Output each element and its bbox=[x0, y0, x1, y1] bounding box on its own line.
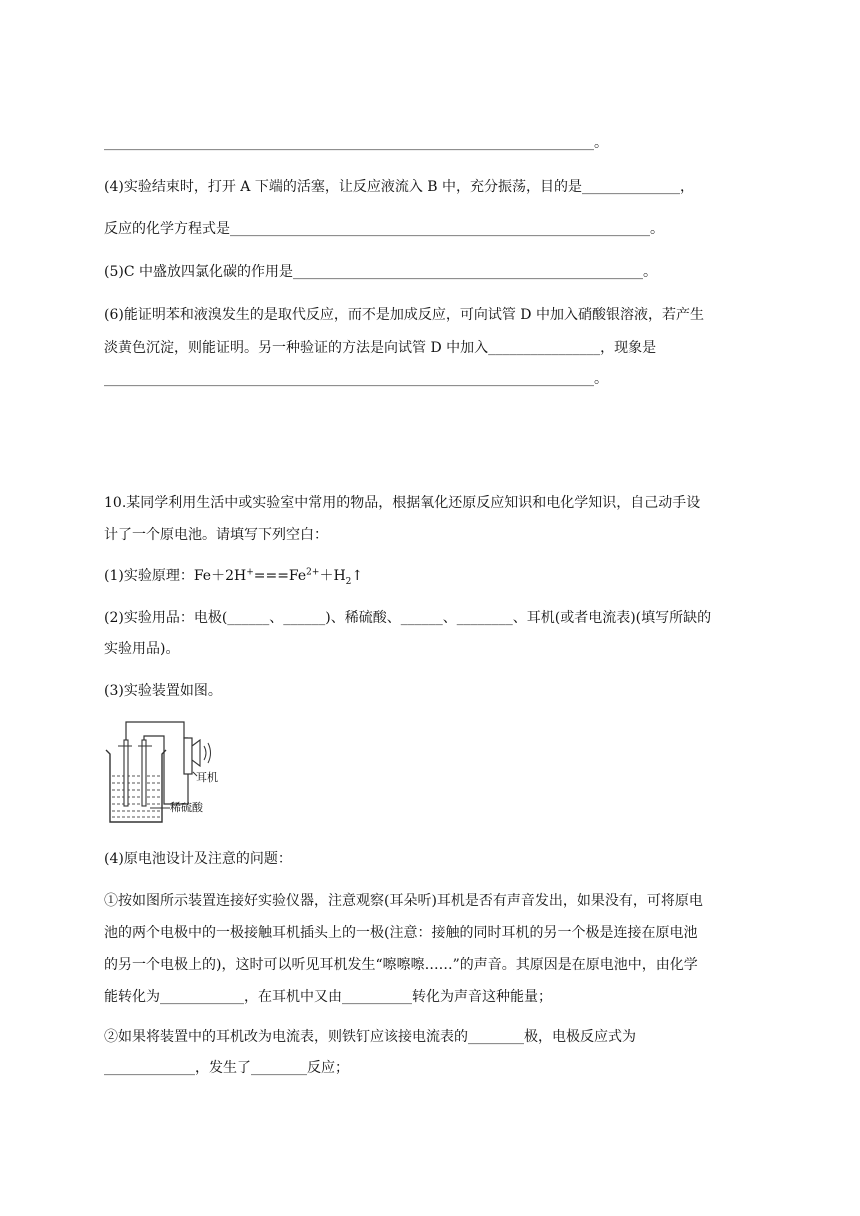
question-10-part-4-item-1-line-4: 能转化为____________，在耳机中又由__________转化为声音这种能量； bbox=[104, 989, 552, 1005]
h-ion-charge: + bbox=[246, 567, 254, 578]
question-10-part-4: (4)原电池设计及注意的问题： bbox=[104, 851, 292, 867]
question-10-part-1-principle bbox=[104, 567, 363, 585]
question-10-part-3: (3)实验装置如图。 bbox=[104, 683, 222, 699]
question-10-part-4-item-2-line-1: ②如果将装置中的耳机改为电流表，则铁钉应该接电流表的________极，电极反应式为 bbox=[104, 1029, 636, 1045]
question-10-part-4-item-2-line-2: _____________，发生了________反应； bbox=[104, 1060, 349, 1076]
question-6-line-3: ______________________________________________________________________。 bbox=[104, 371, 608, 387]
question-6-line-1: (6)能证明苯和液溴发生的是取代反应，而不是加成反应，可向试管 D 中加入硝酸银溶液，若产生 bbox=[104, 307, 704, 323]
question-10-part-4-item-1-line-3: 的另一个电极上的)，这时可以听见耳机发生“嚓嚓嚓……”的声音。其原因是在原电池中，由化学 bbox=[104, 957, 698, 973]
part3-answer-line: ______________________________________________________________________。 bbox=[104, 135, 608, 151]
principle-prefix: (1)实验原理：Fe＋2H bbox=[104, 568, 247, 584]
question-6-line-2: 淡黄色沉淀，则能证明。另一种验证的方法是向试管 D 中加入________________，现象是 bbox=[104, 340, 657, 356]
question-4-line-1: (4)实验结束时，打开 A 下端的活塞，让反应液流入 B 中，充分振荡，目的是______________， bbox=[104, 179, 695, 195]
question-10-stem-line-1: 10.某同学利用生活中或实验室中常用的物品，根据氧化还原反应知识和电化学知识，自己动手设 bbox=[104, 495, 701, 511]
galvanic-cell-figure bbox=[104, 716, 234, 826]
question-5-line: (5)C 中盛放四氯化碳的作用是__________________________________________________。 bbox=[104, 264, 657, 280]
principle-mid: ===Fe bbox=[253, 568, 307, 584]
earphone-label: 耳机 bbox=[196, 771, 218, 784]
h2-subscript: 2 bbox=[345, 576, 352, 587]
question-10-stem-line-2: 计了一个原电池。请填写下列空白： bbox=[104, 527, 328, 543]
question-10-part-2-line-1: (2)实验用品：电极(______、______)、稀硫酸、______、________、耳机(或者电流表)(填写所缺的 bbox=[104, 610, 712, 626]
fe-ion-charge: 2+ bbox=[306, 567, 320, 578]
question-10-part-2-line-2: 实验用品)。 bbox=[104, 641, 180, 657]
question-10-part-4-item-1-line-1: ①按如图所示装置连接好实验仪器，注意观察(耳朵听)耳机是否有声音发出，如果没有，可将原电 bbox=[104, 893, 703, 909]
question-4-line-2: 反应的化学方程式是____________________________________________________________。 bbox=[104, 221, 664, 237]
question-10-part-4-item-1-line-2: 池的两个电极中的一极接触耳机插头上的一极(注意：接触的同时耳机的另一个极是连接在原电池 bbox=[104, 925, 698, 941]
principle-suffix: ↑ bbox=[351, 568, 364, 584]
dilute-sulfuric-acid-label: 稀硫酸 bbox=[170, 801, 203, 814]
principle-mid2: ＋H bbox=[319, 568, 346, 584]
